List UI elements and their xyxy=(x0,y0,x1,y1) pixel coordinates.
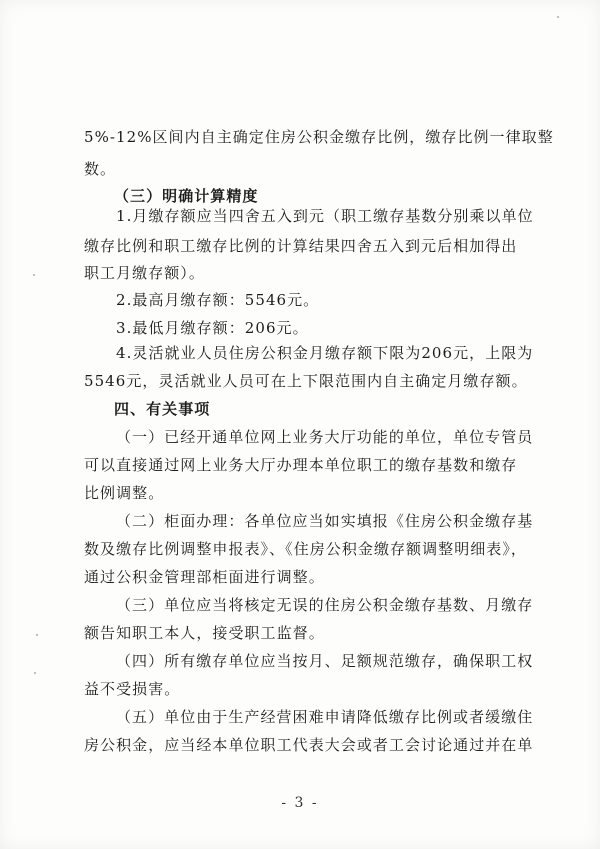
text-line: 5546元，灵活就业人员可在上下限范围内自主确定月缴存额。 xyxy=(84,372,528,390)
text-line: 职工月缴存额）。 xyxy=(84,264,205,282)
text-line: 1.月缴存额应当四舍五入到元（职工缴存基数分别乘以单位 xyxy=(116,207,534,225)
text-line: 比例调整。 xyxy=(84,484,165,502)
text-line: 数。 xyxy=(84,160,117,178)
text-line: 缴存比例和职工缴存比例的计算结果四舍五入到元后相加得出 xyxy=(84,237,518,255)
text-line: 数及缴存比例调整申报表》、《住房公积金缴存额调整明细表》， xyxy=(84,540,527,558)
scan-speck xyxy=(33,274,35,276)
text-line: 房公积金，应当经本单位职工代表大会或者工会讨论通过并在单 xyxy=(84,736,534,754)
section-heading: （三）明确计算精度 xyxy=(114,187,259,205)
text-line: （二）柜面办理：各单位应当如实填报《住房公积金缴存基 xyxy=(116,512,534,530)
text-line: 4.灵活就业人员住房公积金月缴存额下限为206元，上限为 xyxy=(116,344,534,362)
section-heading: 四、有关事项 xyxy=(114,400,211,418)
scan-speck xyxy=(557,16,559,18)
text-line: 可以直接通过网上业务大厅办理本单位职工的缴存基数和缴存 xyxy=(84,456,518,474)
text-line: 通过公积金管理部柜面进行调整。 xyxy=(84,568,325,586)
page-number: - 3 - xyxy=(281,795,319,811)
text-line: 益不受损害。 xyxy=(84,680,181,698)
scan-speck xyxy=(36,634,38,636)
text-line: （三）单位应当将核定无误的住房公积金缴存基数、月缴存 xyxy=(116,596,534,614)
text-line: 5%-12%区间内自主确定住房公积金缴存比例，缴存比例一律取整 xyxy=(84,128,554,146)
text-line: （四）所有缴存单位应当按月、足额规范缴存，确保职工权 xyxy=(116,652,534,670)
text-line: 额告知职工本人，接受职工监督。 xyxy=(84,624,325,642)
text-line: （一）已经开通单位网上业务大厅功能的单位，单位专管员 xyxy=(116,428,534,446)
text-line: 3.最低月缴存额：206元。 xyxy=(116,319,309,337)
text-line: 2.最高月缴存额：5546元。 xyxy=(116,291,320,309)
scan-speck xyxy=(34,672,36,674)
text-line: （五）单位由于生产经营困难申请降低缴存比例或者缓缴住 xyxy=(116,708,534,726)
